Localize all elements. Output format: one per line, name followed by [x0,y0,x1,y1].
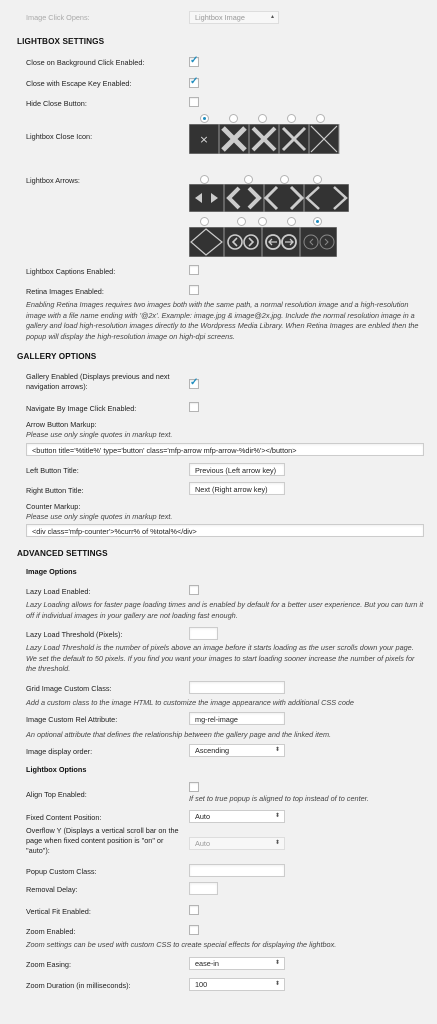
gallery-enabled-checkbox[interactable] [189,379,199,389]
display-order-select[interactable] [189,744,285,757]
arrows-row-2 [189,227,337,257]
arrows-radio-7[interactable] [258,217,267,226]
removal-delay-input[interactable] [189,882,218,895]
select-arrows-icon: ▴ [270,14,274,20]
left-title-input[interactable]: Previous (Left arrow key) [189,463,285,476]
lazy-load-description: Lazy Loading allows for faster page loading times and is enabled by default for a better user experience. But you can turn it off if individual images in your gallery are not loading fast enough. [26,600,424,620]
counter-markup-label: Counter Markup: [26,502,81,511]
popup-class-input[interactable] [189,864,285,877]
grid-class-label: Grid Image Custom Class: [26,684,112,693]
select-arrows-icon: ⬍ [274,813,280,819]
nav-click-checkbox[interactable] [189,402,199,412]
hide-close-checkbox[interactable] [189,97,199,107]
fixed-position-label: Fixed Content Position: [26,813,102,822]
image-options-heading: Image Options [26,567,77,576]
close-icon-radio-5[interactable] [316,114,325,123]
arrows-radio-8[interactable] [287,217,296,226]
overflow-y-value: Auto [195,839,211,848]
align-top-label: Align Top Enabled: [26,790,87,799]
vertical-fit-label: Vertical Fit Enabled: [26,907,91,916]
zoom-duration-select[interactable] [189,978,285,991]
threshold-description: Lazy Load Threshold is the number of pixels above an image before it starts loading as the user scrolls down your page. We set the default to 50 pixels. If you find you want your images to start loading sooner increase the number of pixels for the threshold. [26,643,415,673]
gallery-enabled-label: Gallery Enabled (Displays previous and next navigation arrows): [26,372,170,391]
close-esc-label: Close with Escape Key Enabled: [26,79,132,88]
retina-label: Retina Images Enabled: [26,287,104,296]
close-icon-radio-1[interactable] [200,114,209,123]
lazy-load-label: Lazy Load Enabled: [26,587,91,596]
grid-class-input[interactable] [189,681,285,694]
arrow-markup-note: Please use only single quotes in markup text. [26,430,173,439]
fixed-position-value: Auto [195,812,211,821]
select-arrows-icon: ⬍ [274,747,280,753]
hide-close-label: Hide Close Button: [26,99,87,108]
align-top-checkbox[interactable] [189,782,199,792]
arrows-row-1 [189,184,349,212]
arrows-radio-1[interactable] [200,175,209,184]
select-arrows-icon: ⬍ [274,840,280,846]
close-icon-options [189,124,347,154]
image-click-opens-label: Image Click Opens: [26,13,90,22]
rel-attribute-label: Image Custom Rel Attribute: [26,715,118,724]
vertical-fit-checkbox[interactable] [189,905,199,915]
overflow-y-label: Overflow Y (Displays a vertical scroll bar on the page when fixed content position is "on" or "auto"): [26,826,179,855]
rel-attribute-input[interactable]: mg-rel-image [189,712,285,725]
rel-attribute-description: An optional attribute that defines the relationship between the gallery page and the linked item. [26,730,332,739]
removal-delay-label: Removal Delay: [26,885,78,894]
right-title-label: Right Button Title: [26,486,84,495]
close-esc-checkbox[interactable] [189,78,199,88]
checkmark-icon: ✓ [190,76,199,87]
lazy-load-checkbox[interactable] [189,585,199,595]
select-arrows-icon: ⬍ [274,960,280,966]
zoom-duration-label: Zoom Duration (in milliseconds): [26,981,131,990]
close-icon-label: Lightbox Close Icon: [26,132,93,141]
close-icon-radio-3[interactable] [258,114,267,123]
zoom-description: Zoom settings can be used with custom CSS to create special effects for displaying the lightbox. [26,940,337,949]
fixed-position-select[interactable] [189,810,285,823]
image-click-opens-select[interactable] [189,11,279,24]
grid-class-description: Add a custom class to the image HTML to customize the image appearance with additional CSS code [26,698,354,707]
lightbox-options-heading: Lightbox Options [26,765,87,774]
close-bg-label: Close on Background Click Enabled: [26,58,145,67]
checkmark-icon: ✓ [190,377,199,388]
captions-label: Lightbox Captions Enabled: [26,267,116,276]
threshold-input[interactable] [189,627,218,640]
display-order-value: Ascending [195,746,230,755]
counter-markup-note: Please use only single quotes in markup text. [26,512,173,521]
advanced-settings-heading: ADVANCED SETTINGS [17,549,108,558]
threshold-label: Lazy Load Threshold (Pixels): [26,630,123,639]
image-click-opens-value: Lightbox Image [195,13,245,22]
display-order-label: Image display order: [26,747,93,756]
retina-description: Enabling Retina Images requires two images both with the same path, a normal resolution image and a high-resolution image with a file name ending with '@2x'. Example: image.jpg & image@2x.jpg. Include the normal resolution image in a gallery and load high-resolution images directly to the Wordpress Media Library. When Retina Images are enbled then the popup will display the high-resolution image on high-dpi screens. [26,300,419,341]
counter-markup-input[interactable]: <div class='mfp-counter'>%curr% of %total%</div> [26,524,424,537]
right-title-input[interactable]: Next (Right arrow key) [189,482,285,495]
zoom-enabled-label: Zoom Enabled: [26,927,76,936]
gallery-options-heading: GALLERY OPTIONS [17,352,97,361]
close-icon-radio-2[interactable] [229,114,238,123]
arrow-markup-input[interactable]: <button title='%title%' type='button' class='mfp-arrow mfp-arrow-%dir%'></button> [26,443,424,456]
checkmark-icon: ✓ [190,55,199,66]
arrows-radio-4[interactable] [313,175,322,184]
captions-checkbox[interactable] [189,265,199,275]
nav-click-label: Navigate By Image Click Enabled: [26,404,137,413]
zoom-easing-value: ease-in [195,959,219,968]
retina-checkbox[interactable] [189,285,199,295]
popup-class-label: Popup Custom Class: [26,867,97,876]
arrows-radio-2[interactable] [244,175,253,184]
zoom-easing-label: Zoom Easing: [26,960,72,969]
arrows-radio-9[interactable] [313,217,322,226]
lightbox-settings-heading: LIGHTBOX SETTINGS [17,37,105,46]
overflow-y-select[interactable] [189,837,285,850]
arrows-radio-5[interactable] [200,217,209,226]
close-icon-radio-4[interactable] [287,114,296,123]
arrows-radio-3[interactable] [280,175,289,184]
arrows-label: Lightbox Arrows: [26,176,80,185]
zoom-duration-value: 100 [195,980,208,989]
zoom-easing-select[interactable] [189,957,285,970]
align-top-description: If set to true popup is aligned to top instead of to center. [189,794,369,803]
arrow-markup-label: Arrow Button Markup: [26,420,97,429]
zoom-enabled-checkbox[interactable] [189,925,199,935]
arrows-radio-6[interactable] [237,217,246,226]
close-bg-checkbox[interactable] [189,57,199,67]
left-title-label: Left Button Title: [26,466,79,475]
close-x-icon: × [199,133,209,146]
select-arrows-icon: ⬍ [274,981,280,987]
